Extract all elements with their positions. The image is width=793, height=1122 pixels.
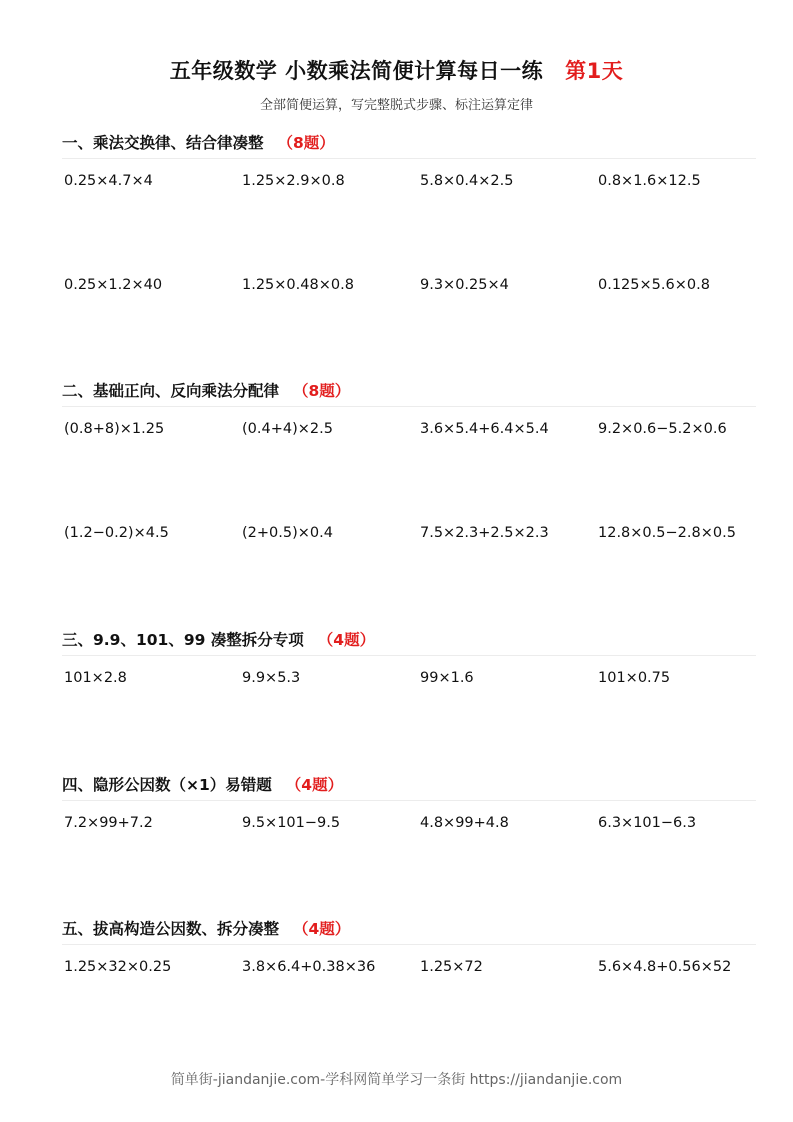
- problem-row: [62, 957, 756, 977]
- problem: (2+0.5)×0.4: [242, 525, 333, 541]
- section-4: [62, 774, 756, 833]
- problem: 5.8×0.4×2.5: [420, 173, 514, 189]
- section-2: [62, 380, 756, 543]
- problem-row: [62, 523, 756, 543]
- problem: 1.25×72: [420, 959, 483, 975]
- problem-row: [62, 419, 756, 439]
- problem: 0.25×4.7×4: [64, 173, 153, 189]
- problem-row: [62, 668, 756, 688]
- problem: 6.3×101−6.3: [598, 815, 697, 831]
- section-1: [62, 132, 756, 295]
- section-title: 四、隐形公因数（×1）易错题: [62, 776, 272, 794]
- problem: 9.2×0.6−5.2×0.6: [598, 421, 727, 437]
- question-count: （4题）: [285, 776, 344, 794]
- title-text: 五年级数学 小数乘法简便计算每日一练: [169, 59, 544, 83]
- question-count: （4题）: [317, 631, 376, 649]
- problem: 7.5×2.3+2.5×2.3: [420, 525, 549, 541]
- section-heading: [62, 629, 756, 656]
- section-heading: [62, 918, 756, 945]
- problem-row: [62, 171, 756, 191]
- problem: 1.25×2.9×0.8: [242, 173, 345, 189]
- question-count: （8题）: [277, 134, 335, 152]
- section-heading: [62, 774, 756, 801]
- problem: 3.6×5.4+6.4×5.4: [420, 421, 549, 437]
- problem: 0.25×1.2×40: [64, 277, 163, 293]
- section-title: 五、拔高构造公因数、拆分凑整: [62, 920, 280, 938]
- section-title: 二、基础正向、反向乘法分配律: [62, 382, 280, 400]
- problem: 0.125×5.6×0.8: [598, 277, 710, 293]
- section-title: 一、乘法交换律、结合律凑整: [62, 134, 264, 152]
- section-heading: [62, 132, 756, 159]
- problem: 9.5×101−9.5: [242, 815, 341, 831]
- problem: 9.9×5.3: [242, 670, 301, 686]
- problem: (0.4+4)×2.5: [242, 421, 333, 437]
- problem-row: [62, 813, 756, 833]
- question-count: （4题）: [293, 920, 351, 938]
- problem: 101×2.8: [64, 670, 127, 686]
- problem: 5.6×4.8+0.56×52: [598, 959, 732, 975]
- problem: 1.25×0.48×0.8: [242, 277, 354, 293]
- day-label: 第1天: [565, 59, 624, 83]
- problem: 9.3×0.25×4: [420, 277, 509, 293]
- problem: 7.2×99+7.2: [64, 815, 153, 831]
- page-subtitle: 全部简便运算，写完整脱式步骤、标注运算定律: [259, 98, 533, 113]
- problem: 12.8×0.5−2.8×0.5: [598, 525, 736, 541]
- problem: 1.25×32×0.25: [64, 959, 172, 975]
- page-title: [0, 58, 793, 84]
- section-5: [62, 918, 756, 977]
- question-count: （8题）: [293, 382, 351, 400]
- problem: 0.8×1.6×12.5: [598, 173, 701, 189]
- problem: 101×0.75: [598, 670, 671, 686]
- footer-watermark: 简单街-jiandanjie.com-学科网简单学习一条街 https://jiandanjie.com: [170, 1072, 623, 1088]
- problem-row: [62, 275, 756, 295]
- problem: 3.8×6.4+0.38×36: [242, 959, 376, 975]
- problem: (1.2−0.2)×4.5: [64, 525, 169, 541]
- section-3: [62, 629, 756, 688]
- section-title: 三、9.9、101、99 凑整拆分专项: [62, 631, 304, 649]
- problem: 4.8×99+4.8: [420, 815, 509, 831]
- problem: (0.8+8)×1.25: [64, 421, 165, 437]
- section-heading: [62, 380, 756, 407]
- problem: 99×1.6: [420, 670, 474, 686]
